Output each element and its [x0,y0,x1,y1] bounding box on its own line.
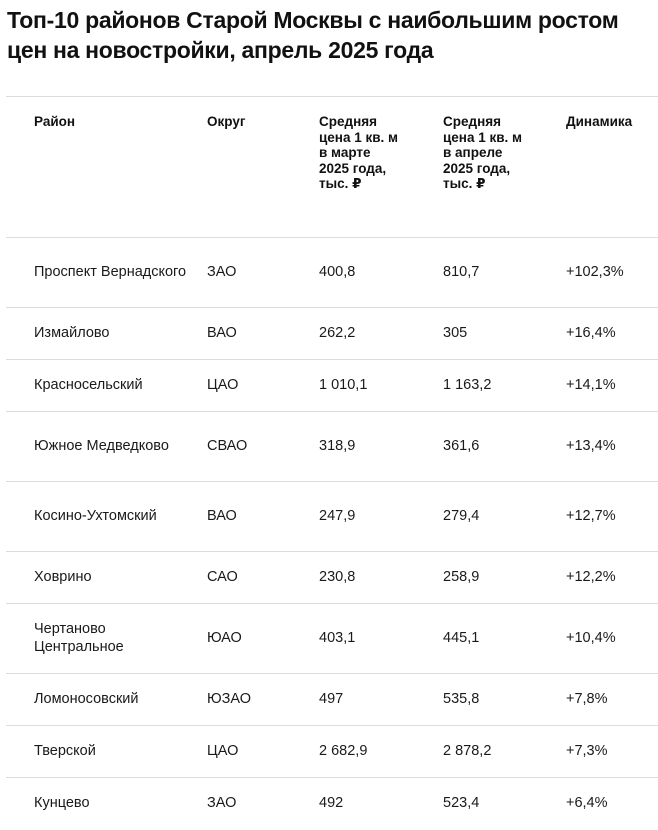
column-header-district: Район [34,114,76,129]
cell-march-price: 492 [319,795,344,812]
cell-march-price: 403,1 [319,629,356,646]
table-row [6,412,658,482]
table-row [6,674,658,726]
cell-district: Красносельский [34,376,143,393]
cell-april-price: 2 878,2 [443,742,492,759]
cell-district: Проспект Вернадского [34,263,187,280]
column-header-april-price: Средняя цена 1 кв. м в апреле 2025 года, тыс. ₽ [443,114,523,191]
table-header [6,96,658,238]
cell-change: +7,8% [566,690,608,707]
cell-okrug: ЮАО [207,629,242,646]
table-row [6,360,658,412]
cell-change: +6,4% [566,795,608,812]
cell-district: Кунцево [34,795,90,812]
table-row [6,604,658,674]
column-header-okrug: Округ [207,114,246,129]
data-table [6,96,658,830]
cell-march-price: 400,8 [319,263,356,280]
cell-april-price: 305 [443,324,468,341]
cell-april-price: 279,4 [443,507,480,524]
cell-march-price: 497 [319,690,344,707]
cell-april-price: 535,8 [443,690,480,707]
cell-district: Ломоносовский [34,690,139,707]
cell-change: +12,2% [566,568,616,585]
cell-okrug: СВАО [207,437,248,454]
cell-march-price: 318,9 [319,437,356,454]
cell-change: +12,7% [566,507,616,524]
table-row [6,778,658,830]
cell-okrug: ВАО [207,507,237,524]
cell-okrug: ЦАО [207,742,239,759]
cell-april-price: 1 163,2 [443,376,492,393]
cell-district: Тверской [34,742,96,759]
column-header-change: Динамика [566,114,633,129]
cell-march-price: 230,8 [319,568,356,585]
cell-okrug: ЗАО [207,795,237,812]
table-row [6,552,658,604]
table-row [6,238,658,308]
cell-march-price: 2 682,9 [319,742,368,759]
table-row [6,482,658,552]
column-header-march-price: Средняя цена 1 кв. м в марте 2025 года, тыс. ₽ [319,114,399,191]
cell-march-price: 247,9 [319,507,356,524]
table-row [6,308,658,360]
cell-okrug: ЮЗАО [207,690,252,707]
page-title: Топ-10 районов Старой Москвы с наибольшим ростом цен на новостройки, апрель 2025 года [7,7,619,63]
cell-march-price: 262,2 [319,324,356,341]
cell-change: +102,3% [566,263,624,280]
cell-district: Ховрино [34,568,92,585]
cell-district: Чертаново Центральное [34,621,124,655]
cell-april-price: 445,1 [443,629,480,646]
cell-april-price: 361,6 [443,437,480,454]
cell-change: +7,3% [566,742,608,759]
cell-change: +16,4% [566,324,616,341]
cell-okrug: ЗАО [207,263,237,280]
cell-okrug: САО [207,568,238,585]
cell-change: +14,1% [566,376,616,393]
cell-okrug: ВАО [207,324,237,341]
cell-march-price: 1 010,1 [319,376,368,393]
cell-change: +10,4% [566,629,616,646]
cell-district: Измайлово [34,324,110,341]
cell-april-price: 258,9 [443,568,480,585]
cell-april-price: 523,4 [443,795,480,812]
cell-april-price: 810,7 [443,263,480,280]
cell-district: Южное Медведково [34,437,169,454]
cell-okrug: ЦАО [207,376,239,393]
table-row [6,726,658,778]
cell-district: Косино-Ухтомский [34,507,157,524]
cell-change: +13,4% [566,437,616,454]
